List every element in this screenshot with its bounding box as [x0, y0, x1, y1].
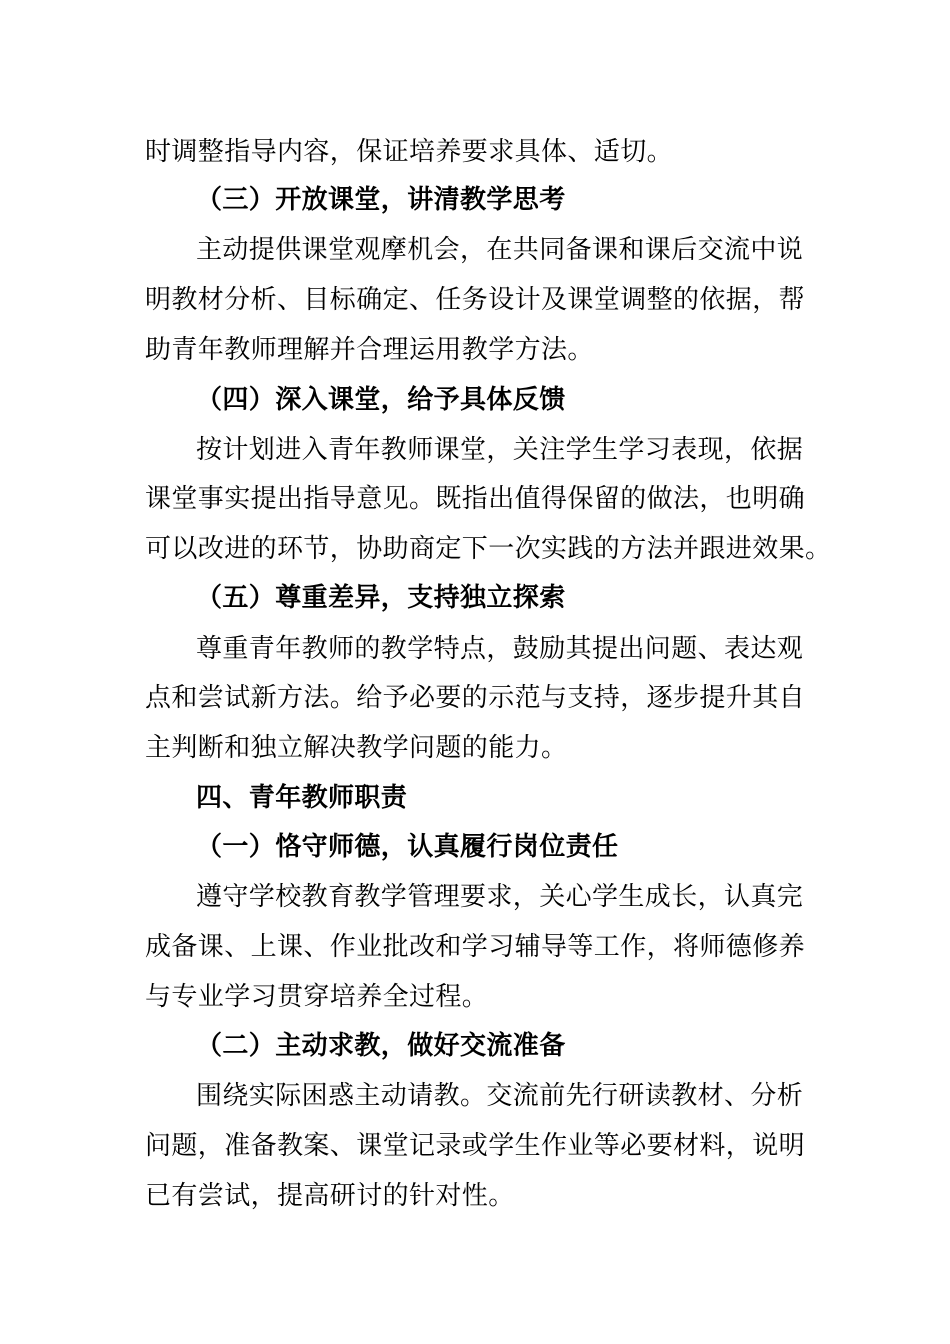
paragraph-line: 课堂事实提出指导意见。既指出值得保留的做法，也明确 [145, 484, 806, 514]
paragraph-line: 问题，准备教案、课堂记录或学生作业等必要材料，说明 [145, 1131, 806, 1161]
subsection-heading-2: （二）主动求教，做好交流准备 [196, 1031, 566, 1061]
paragraph-line: 按计划进入青年教师课堂，关注学生学习表现，依据 [196, 435, 804, 465]
paragraph-line: 遵守学校教育教学管理要求，关心学生成长，认真完 [196, 882, 804, 912]
subsection-heading-3: （三）开放课堂，讲清教学思考 [196, 185, 566, 215]
paragraph-line: 已有尝试，提高研讨的针对性。 [145, 1181, 515, 1211]
paragraph-line: 助青年教师理解并合理运用教学方法。 [145, 335, 594, 365]
paragraph-line: 主判断和独立解决教学问题的能力。 [145, 733, 568, 763]
paragraph-line: 时调整指导内容，保证培养要求具体、适切。 [145, 137, 674, 167]
paragraph-line: 与专业学习贯穿培养全过程。 [145, 982, 489, 1012]
subsection-heading-1: （一）恪守师德，认真履行岗位责任 [196, 832, 619, 862]
paragraph-line: 点和尝试新方法。给予必要的示范与支持，逐步提升其自 [145, 683, 806, 713]
paragraph-line: 明教材分析、目标确定、任务设计及课堂调整的依据，帮 [145, 285, 806, 315]
paragraph-line: 成备课、上课、作业批改和学习辅导等工作，将师德修养 [145, 932, 806, 962]
paragraph-line: 可以改进的环节，协助商定下一次实践的方法并跟进效果。 [145, 534, 832, 564]
subsection-heading-4: （四）深入课堂，给予具体反馈 [196, 385, 566, 415]
paragraph-line: 尊重青年教师的教学特点，鼓励其提出问题、表达观 [196, 634, 804, 664]
section-heading-4: 四、青年教师职责 [196, 783, 408, 813]
paragraph-line: 围绕实际困惑主动请教。交流前先行研读教材、分析 [196, 1081, 804, 1111]
subsection-heading-5: （五）尊重差异，支持独立探索 [196, 583, 566, 613]
paragraph-line: 主动提供课堂观摩机会，在共同备课和课后交流中说 [196, 235, 804, 265]
